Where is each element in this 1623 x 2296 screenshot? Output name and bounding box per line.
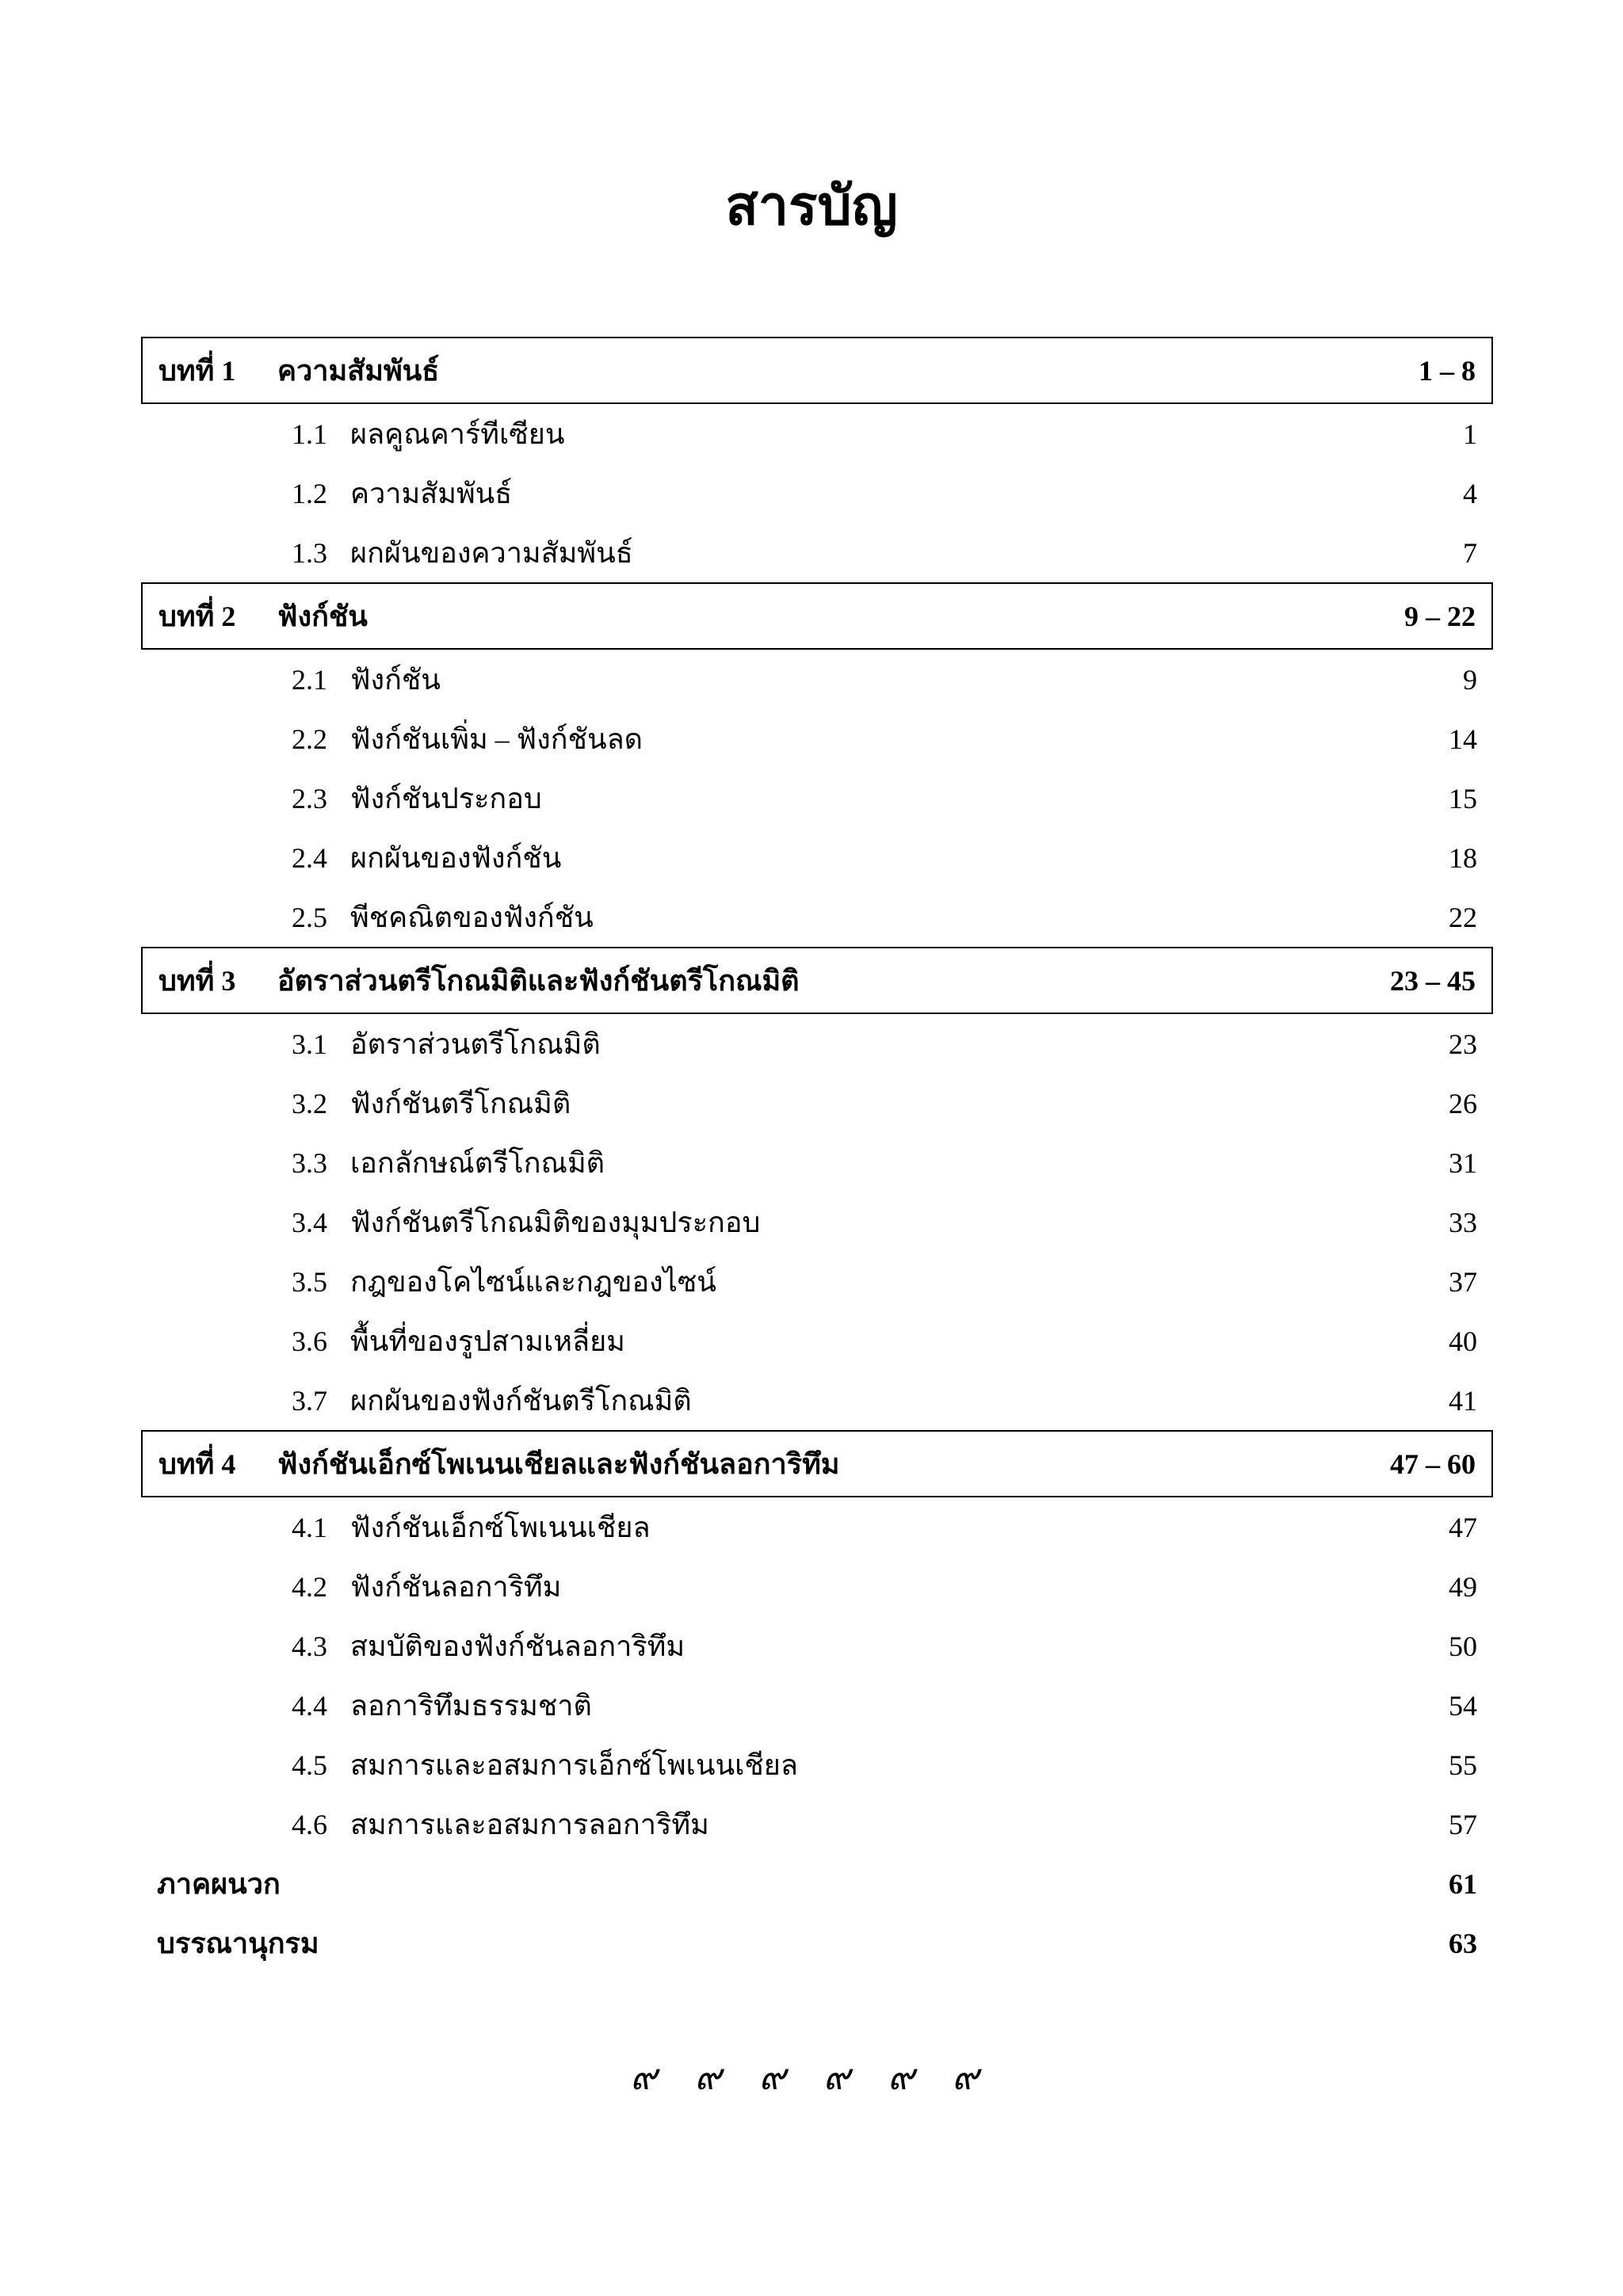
section-number: 1.3 (292, 536, 327, 569)
section-title: สมบัติของฟังก์ชันลอการิทึม (350, 1630, 685, 1662)
chapter-row[interactable] (141, 1430, 1493, 1497)
section-title: เอกลักษณ์ตรีโกณมิติ (350, 1147, 605, 1179)
section-title: ฟังก์ชันตรีโกณมิติของมุมประกอบ (350, 1207, 761, 1238)
backmatter-page: 63 (1449, 1927, 1477, 1959)
section-row[interactable] (141, 1557, 1493, 1616)
section-row[interactable] (141, 1192, 1493, 1252)
section-page: 47 (1449, 1511, 1477, 1543)
chapter-row[interactable] (141, 947, 1493, 1014)
section-title: สมการและอสมการเอ็กซ์โพเนนเชียล (350, 1749, 798, 1781)
section-title: ฟังก์ชันตรีโกณมิติ (350, 1088, 571, 1119)
section-row[interactable] (141, 1616, 1493, 1676)
section-row[interactable] (141, 828, 1493, 887)
chapter-title: ฟังก์ชันเอ็กซ์โพเนนเชียลและฟังก์ชันลอการิทึม (277, 1448, 840, 1480)
section-number: 3.1 (292, 1028, 327, 1060)
section-page: 26 (1449, 1087, 1477, 1119)
section-page: 7 (1463, 536, 1477, 569)
section-number: 4.6 (292, 1808, 327, 1840)
section-row[interactable] (141, 1735, 1493, 1794)
chapter-pages: 47 – 60 (1390, 1447, 1476, 1480)
section-number: 3.2 (292, 1087, 327, 1119)
section-page: 40 (1449, 1325, 1477, 1357)
section-row[interactable] (141, 769, 1493, 828)
section-title: ฟังก์ชันลอการิทึม (350, 1571, 562, 1603)
section-page: 18 (1449, 841, 1477, 874)
section-title: ผกผันของฟังก์ชัน (350, 842, 562, 874)
section-title: ผกผันของความสัมพันธ์ (350, 537, 633, 569)
chapter-label: บทที่ 3 (158, 965, 236, 997)
decorative-ornament: ๙ ๙ ๙ ๙ ๙ ๙ (630, 2057, 993, 2097)
section-number: 2.1 (292, 663, 327, 696)
section-row[interactable] (141, 1252, 1493, 1311)
section-row[interactable] (141, 523, 1493, 582)
section-number: 2.4 (292, 841, 327, 874)
section-number: 3.4 (292, 1206, 327, 1238)
section-row[interactable] (141, 1311, 1493, 1371)
chapter-pages: 1 – 8 (1419, 354, 1476, 387)
section-row[interactable] (141, 650, 1493, 709)
chapter-pages: 9 – 22 (1404, 600, 1476, 632)
section-title: ลอการิทึมธรรมชาติ (350, 1690, 592, 1722)
section-number: 2.5 (292, 901, 327, 933)
section-title: พื้นที่ของรูปสามเหลี่ยม (350, 1325, 625, 1357)
chapter-label: บทที่ 1 (158, 355, 236, 387)
backmatter-row[interactable] (141, 1854, 1493, 1913)
section-row[interactable] (141, 887, 1493, 947)
section-number: 2.2 (292, 723, 327, 755)
backmatter-title: ภาคผนวก (157, 1868, 281, 1900)
section-title: กฎของโคไซน์และกฎของไซน์ (350, 1266, 716, 1298)
section-number: 4.3 (292, 1630, 327, 1662)
section-row[interactable] (141, 709, 1493, 769)
backmatter-page: 61 (1449, 1867, 1477, 1900)
section-page: 37 (1449, 1265, 1477, 1298)
section-title: ผกผันของฟังก์ชันตรีโกณมิติ (350, 1385, 692, 1417)
section-title: อัตราส่วนตรีโกณมิติ (350, 1028, 601, 1060)
section-title: ฟังก์ชันเอ็กซ์โพเนนเชียล (350, 1512, 651, 1543)
chapter-title: อัตราส่วนตรีโกณมิติและฟังก์ชันตรีโกณมิติ (277, 965, 800, 997)
backmatter-row[interactable] (141, 1913, 1493, 1973)
section-row[interactable] (141, 1074, 1493, 1133)
section-row[interactable] (141, 1676, 1493, 1735)
table-of-contents (141, 337, 1493, 1973)
section-page: 15 (1449, 782, 1477, 814)
section-page: 4 (1463, 477, 1477, 509)
section-page: 33 (1449, 1206, 1477, 1238)
section-page: 50 (1449, 1630, 1477, 1662)
section-page: 14 (1449, 723, 1477, 755)
chapter-pages: 23 – 45 (1390, 964, 1476, 997)
section-row[interactable] (141, 1014, 1493, 1074)
section-page: 31 (1449, 1146, 1477, 1179)
section-page: 54 (1449, 1689, 1477, 1722)
section-title: ฟังก์ชัน (350, 664, 441, 696)
section-title: ผลคูณคาร์ทีเซียน (350, 418, 565, 450)
section-page: 49 (1449, 1570, 1477, 1603)
section-title: ฟังก์ชันประกอบ (350, 783, 542, 814)
section-page: 57 (1449, 1808, 1477, 1840)
section-page: 41 (1449, 1384, 1477, 1417)
section-number: 1.2 (292, 477, 327, 509)
section-number: 3.3 (292, 1146, 327, 1179)
chapter-row[interactable] (141, 582, 1493, 650)
section-row[interactable] (141, 1497, 1493, 1557)
section-number: 3.5 (292, 1265, 327, 1298)
section-number: 4.1 (292, 1511, 327, 1543)
backmatter-title: บรรณานุกรม (157, 1928, 319, 1959)
section-row[interactable] (141, 1133, 1493, 1192)
chapter-label: บทที่ 2 (158, 601, 236, 632)
section-row[interactable] (141, 463, 1493, 523)
section-page: 1 (1463, 418, 1477, 450)
page-title: สารบัญ (725, 176, 898, 236)
section-title: สมการและอสมการลอการิทึม (350, 1809, 709, 1840)
section-number: 1.1 (292, 418, 327, 450)
section-row[interactable] (141, 404, 1493, 463)
section-number: 3.7 (292, 1384, 327, 1417)
section-row[interactable] (141, 1794, 1493, 1854)
chapter-title: ฟังก์ชัน (277, 601, 368, 632)
section-title: ฟังก์ชันเพิ่ม – ฟังก์ชันลด (350, 723, 643, 755)
chapter-label: บทที่ 4 (158, 1448, 236, 1480)
section-number: 4.4 (292, 1689, 327, 1722)
section-page: 55 (1449, 1749, 1477, 1781)
section-title: ความสัมพันธ์ (350, 478, 513, 509)
section-title: พีชคณิตของฟังก์ชัน (350, 902, 594, 933)
section-number: 3.6 (292, 1325, 327, 1357)
section-page: 9 (1463, 663, 1477, 696)
chapter-title: ความสัมพันธ์ (277, 355, 440, 387)
section-row[interactable] (141, 1371, 1493, 1430)
section-page: 22 (1449, 901, 1477, 933)
section-number: 4.2 (292, 1570, 327, 1603)
section-number: 2.3 (292, 782, 327, 814)
chapter-row[interactable] (141, 337, 1493, 404)
section-number: 4.5 (292, 1749, 327, 1781)
section-page: 23 (1449, 1028, 1477, 1060)
